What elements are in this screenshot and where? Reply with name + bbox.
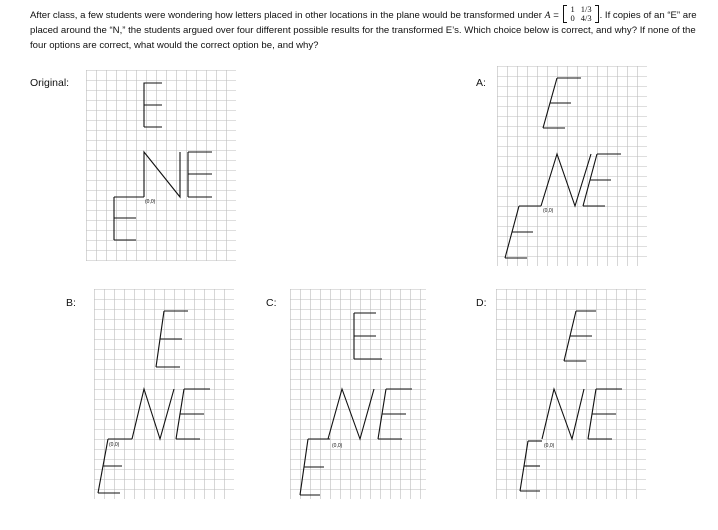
matrix-variable: A [544, 10, 551, 21]
question-part-2: . If copies of an “E” are placed around the “N,” the students argued over four different possible results for the transformed E’s. Which choice below is correct, and why? If none of the four options are correct, what would the correct option be, and why? [30, 10, 697, 51]
origin-label: (0,0) [544, 443, 555, 449]
origin-label: (0,0) [543, 208, 554, 214]
question-part-1: After class, a few students were wondering how letters placed in other locations in the plane would be transformed under [30, 10, 542, 21]
matrix-entry-b: 1/3 [580, 4, 592, 15]
b-letter-n [132, 389, 174, 439]
question-text [30, 4, 706, 53]
matrix-entry-a: 1 [570, 4, 575, 15]
panel-label-b: B: [66, 297, 76, 309]
panel-label-d: D: [476, 297, 487, 309]
c-letter-n [328, 389, 374, 439]
grid-option-a [497, 66, 647, 266]
origin-label: (0,0) [332, 443, 343, 449]
a-letter-n [541, 154, 591, 206]
grid-option-b [94, 289, 234, 499]
origin-label: (0,0) [109, 442, 120, 448]
matrix-entries [567, 5, 594, 23]
equals-sign: = [553, 10, 559, 21]
matrix-entry-d: 4/3 [580, 13, 592, 24]
transformation-matrix [563, 5, 598, 23]
panel-label-original: Original: [30, 77, 70, 89]
grid-original [86, 70, 236, 261]
origin-label: (0,0) [145, 199, 156, 205]
panel-label-a: A: [476, 77, 486, 89]
matrix-entry-c: 0 [570, 13, 575, 24]
matrix-right-bracket [595, 5, 599, 23]
grid-option-c [290, 289, 426, 499]
panel-label-c: C: [266, 297, 277, 309]
grid-option-d [496, 289, 646, 499]
d-letter-n [542, 389, 584, 439]
